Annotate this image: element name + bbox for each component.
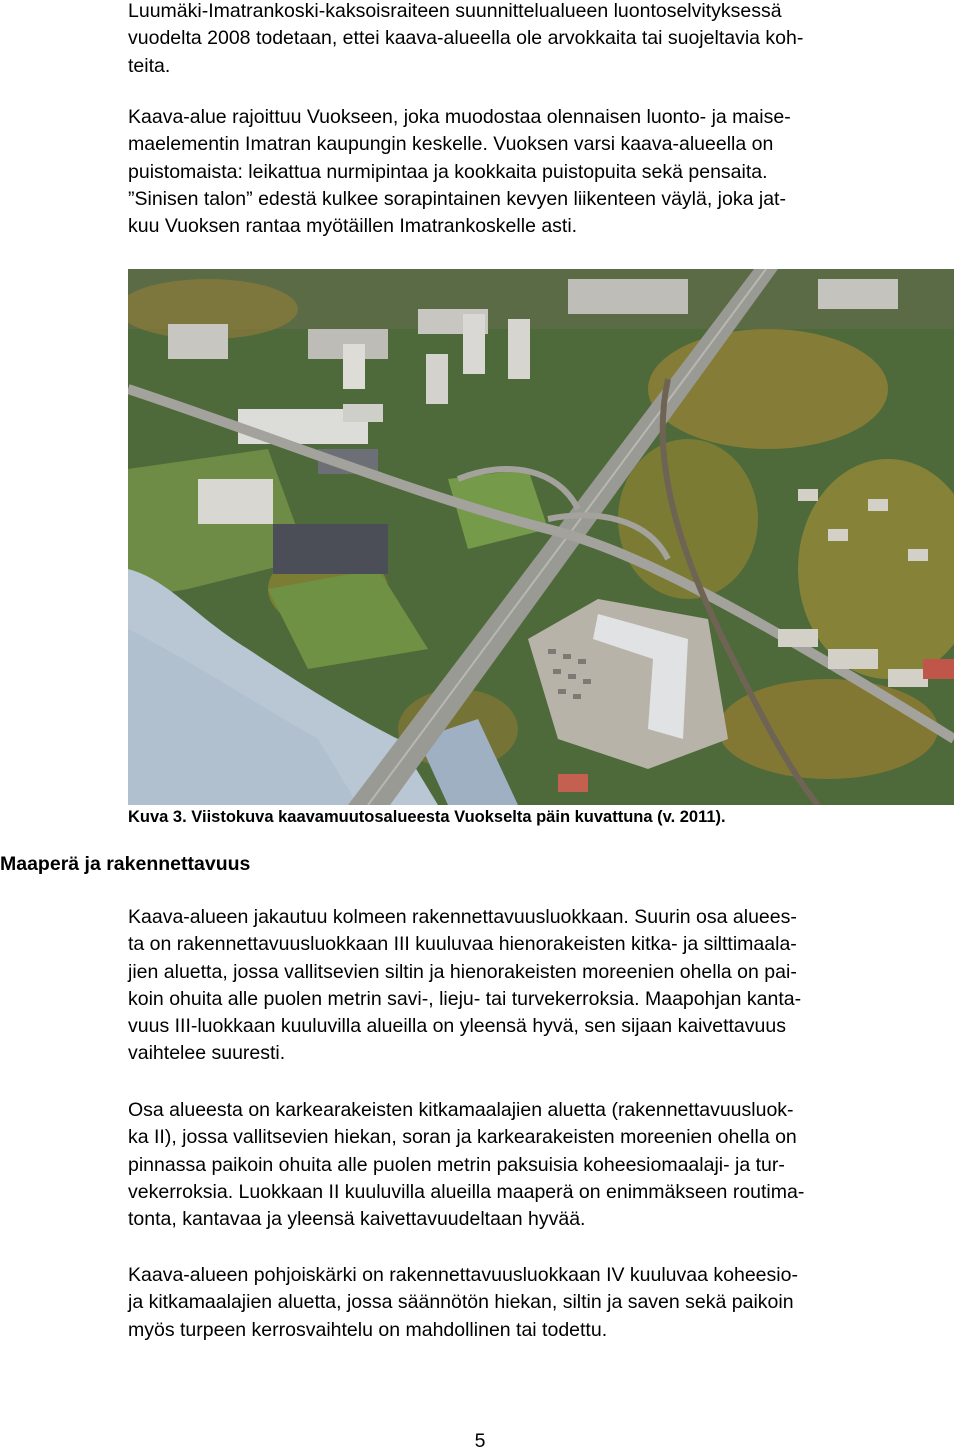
text-line: vaihtelee suuresti. <box>128 1042 286 1065</box>
text-line: ”Sinisen talon” edestä kulkee sorapintainen kevyen liikenteen väylä, joka jat- <box>128 187 786 210</box>
text-line: ja kitkamaalajien aluetta, jossa säännötön hiekan, siltin ja saven sekä paikoin <box>128 1291 794 1314</box>
text-line: kuu Vuoksen rantaa myötäillen Imatrankoskelle asti. <box>128 215 578 238</box>
text-line: vekerroksia. Luokkaan II kuuluvilla alueilla maaperä on enimmäkseen routima- <box>128 1180 805 1203</box>
paragraph-class-iv <box>128 1262 948 1344</box>
text-line: tonta, kantavaa ja yleensä kaivettavuudeltaan hyvää. <box>128 1208 586 1231</box>
text-line: pinnassa paikoin ohuita alle puolen metrin paksuisia koheesiomaalaji- ja tur- <box>128 1153 785 1176</box>
paragraph-class-ii <box>128 1097 948 1233</box>
section-heading: Maaperä ja rakennettavuus <box>0 853 251 875</box>
text-line: Osa alueesta on karkearakeisten kitkamaalajien aluetta (rakennettavuusluok- <box>128 1099 794 1121</box>
text-line: Luumäki-Imatrankoski-kaksoisraiteen suunnittelualueen luontoselvityksessä <box>128 0 782 22</box>
text-line: Kaava-alueen jakautuu kolmeen rakennettavuusluokkaan. Suurin osa aluees- <box>128 906 797 928</box>
paragraph-nature-survey <box>128 0 948 80</box>
text-line: jien aluetta, jossa vallitsevien siltin ja hienorakeisten moreenien ohella on pai- <box>128 960 797 983</box>
text-line: ta on rakennettavuusluokkaan III kuuluvaa hienorakeisten kitka- ja silttimaala- <box>128 933 797 956</box>
text-line: maelementin Imatran kaupungin keskelle. Vuoksen varsi kaava-alueella on <box>128 133 774 156</box>
text-line: vuus III-luokkaan kuuluvilla alueilla on yleensä hyvä, sen sijaan kaivettavuus <box>128 1015 786 1038</box>
text-line: myös turpeen kerrosvaihtelu on mahdollinen tai todettu. <box>128 1318 608 1341</box>
paragraph-buildability-classes <box>128 904 948 1068</box>
text-line: Kaava-alueen pohjoiskärki on rakennettavuusluokkaan IV kuuluvaa koheesio- <box>128 1264 798 1286</box>
paragraph-vuoksi-landscape <box>128 104 948 240</box>
text-line: koin ohuita alle puolen metrin savi-, lieju- tai turvekerroksia. Maapohjan kanta- <box>128 987 802 1010</box>
page-number: 5 <box>474 1430 486 1452</box>
text-line: teita. <box>128 54 171 77</box>
aerial-photo <box>128 269 954 805</box>
text-line: Kaava-alue rajoittuu Vuokseen, joka muodostaa olennaisen luonto- ja maise- <box>128 106 791 128</box>
text-line: ka II), jossa vallitsevien hiekan, soran ja karkearakeisten moreenien ohella on <box>128 1126 797 1149</box>
text-line: vuodelta 2008 todetaan, ettei kaava-alueella ole arvokkaita tai suojeltavia koh- <box>128 27 804 50</box>
text-line: puistomaista: leikattua nurmipintaa ja kookkaita puistopuita sekä pensaita. <box>128 160 768 183</box>
figure-caption: Kuva 3. Viistokuva kaavamuutosalueesta Vuokselta päin kuvattuna (v. 2011). <box>128 808 726 826</box>
